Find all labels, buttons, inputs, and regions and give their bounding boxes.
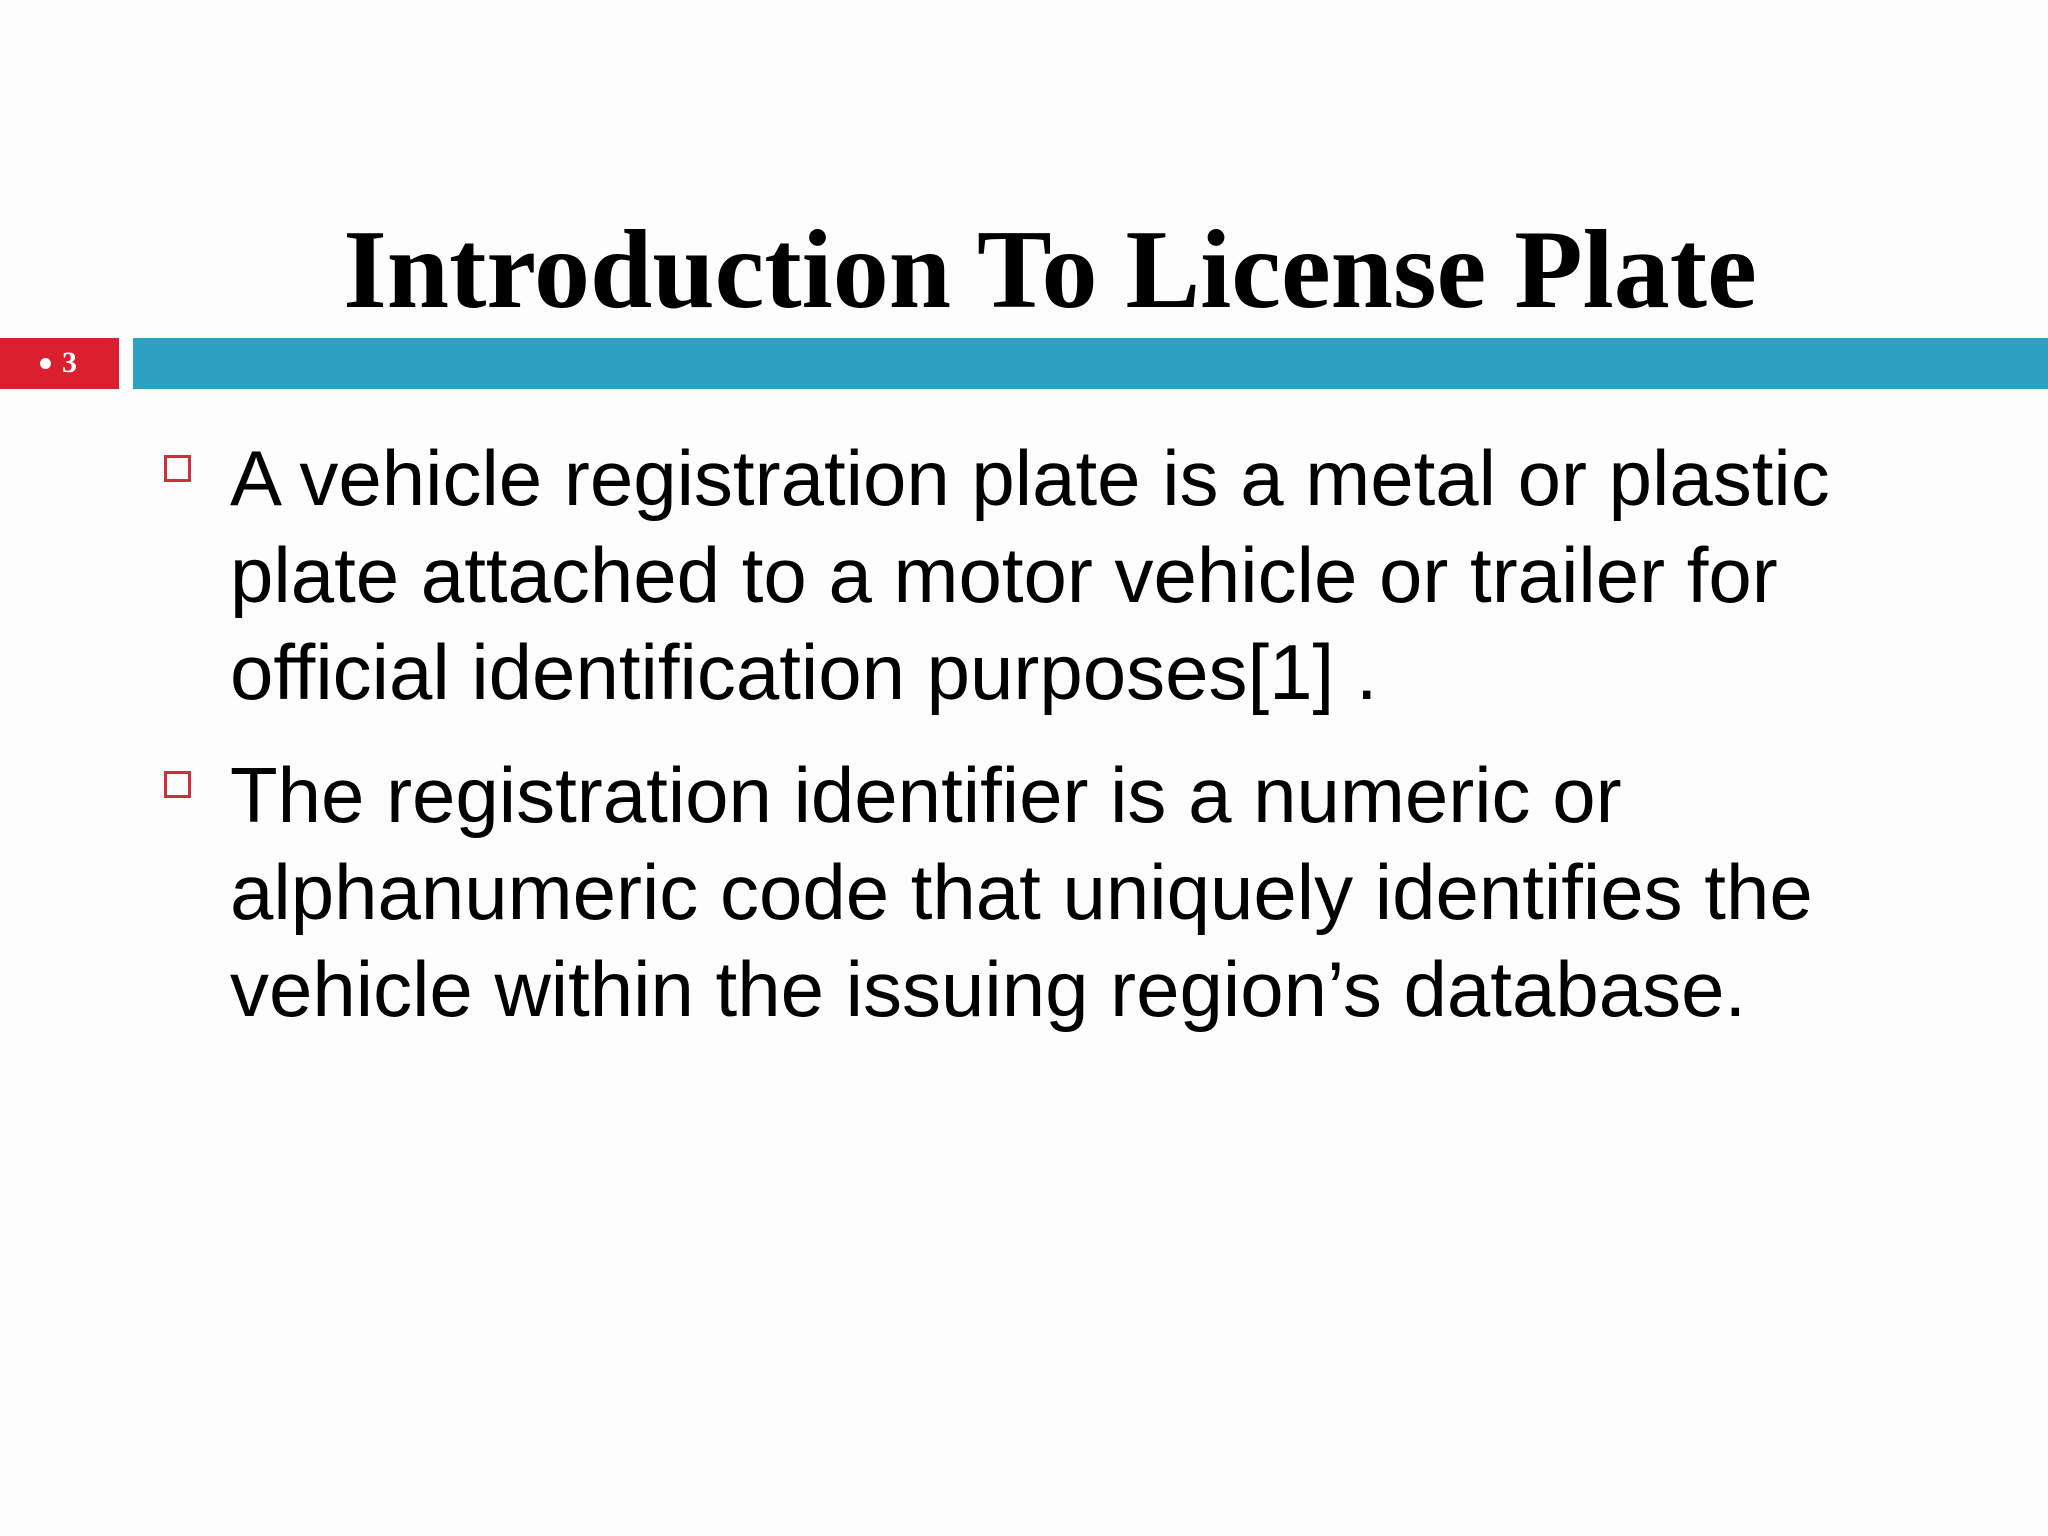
dot-icon bbox=[40, 358, 51, 369]
bullet-text bbox=[230, 430, 2020, 721]
bullet-line: The registration identifier is a numeric or bbox=[230, 751, 1622, 839]
slide-number: 3 bbox=[62, 346, 77, 379]
hollow-square-bullet-icon bbox=[164, 771, 191, 798]
bullet-line: plate attached to a motor vehicle or trailer for bbox=[230, 531, 1778, 619]
bullet-line: vehicle within the issuing region’s database. bbox=[230, 945, 1747, 1033]
bullet-line: alphanumeric code that uniquely identifies the bbox=[230, 848, 1813, 936]
title-divider-bar bbox=[133, 338, 2048, 389]
bullet-line: official identification purposes[1] . bbox=[230, 628, 1378, 716]
bullet-line: A vehicle registration plate is a metal or plastic bbox=[230, 434, 1830, 522]
slide-number-bar bbox=[0, 338, 119, 389]
hollow-square-bullet-icon bbox=[164, 455, 191, 482]
bullet-text bbox=[230, 747, 2020, 1038]
slide-title: Introduction To License Plate bbox=[343, 208, 1757, 332]
